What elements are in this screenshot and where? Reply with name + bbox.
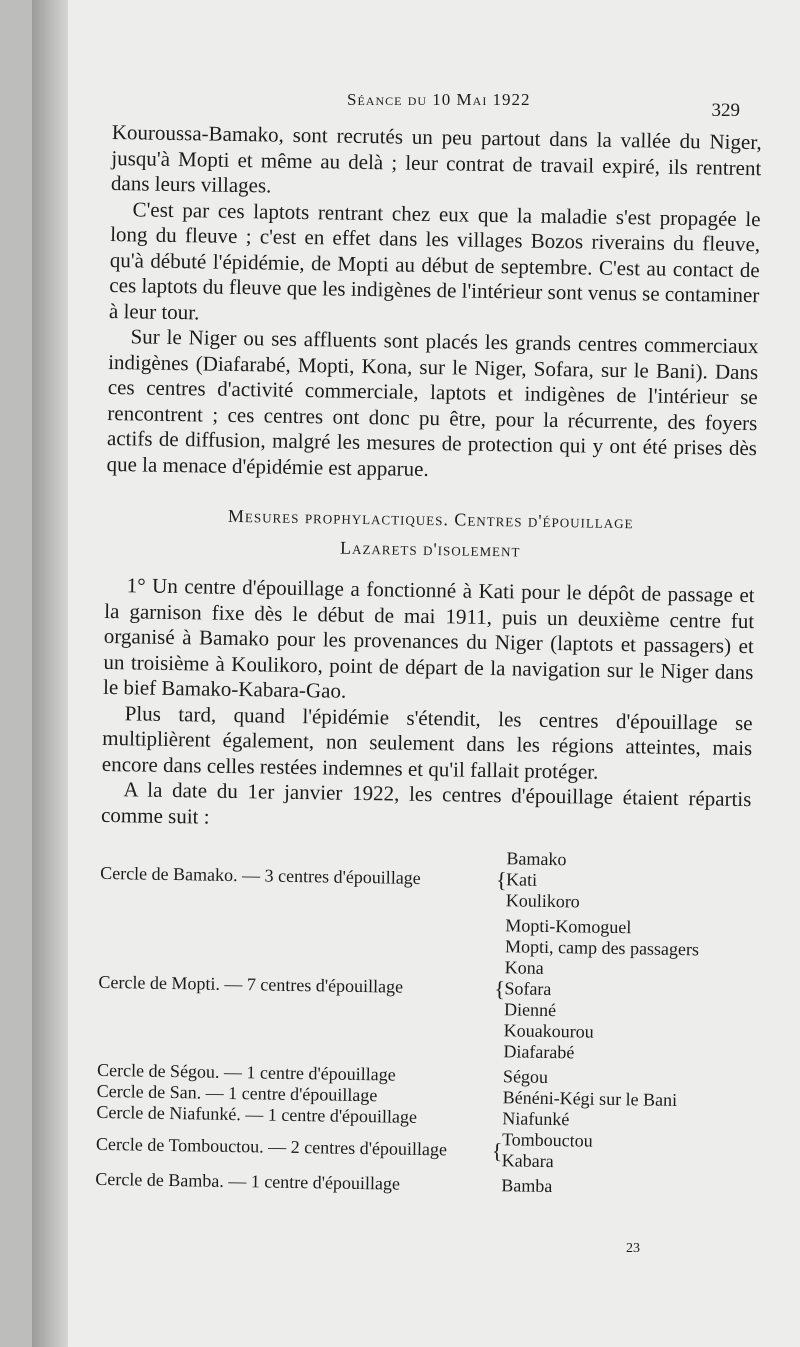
paragraph: C'est par ces laptots rentrant chez eux que la maladie s'est propagée le long du fleuve ; c'est en effet dans les villages Bozos riverains du fleuve, qu'à débuté l'épidémie, de Mopti au début de septembre. C'est au contact de ces laptots du fleuve que les indigènes de l'intérieur sont venus se contaminer à leur tour. xyxy=(108,196,761,324)
centre-list xyxy=(506,848,581,912)
paragraph: Plus tard, quand l'épidémie s'étendit, les centres d'épouillage se multiplièrent également, non seulement dans les régions atteintes, mais encore dans celles restées indemnes et qu'il fallait protéger. xyxy=(101,700,753,784)
cercle-label: Cercle de Bamako. — 3 centres d'épouillage xyxy=(100,862,421,888)
centre-list xyxy=(502,1129,593,1172)
centre-name: Diafarabé xyxy=(503,1041,575,1063)
centre-name: Kouakourou xyxy=(503,1020,594,1042)
section-heading xyxy=(105,499,756,569)
page-number: 329 xyxy=(711,100,740,121)
centre-name: Dienné xyxy=(503,999,557,1021)
cercle-label: Cercle de Ségou. — 1 centre d'épouillage xyxy=(96,1059,396,1085)
book-page xyxy=(32,0,800,1347)
centre-name: Bénéni-Kégi sur le Bani xyxy=(502,1087,678,1110)
distribution-list xyxy=(95,842,750,1200)
distribution-group xyxy=(96,1123,747,1175)
centre-list xyxy=(503,915,699,1065)
brace: { xyxy=(494,976,506,1002)
centre-name: Koulikoro xyxy=(505,890,580,912)
brace: { xyxy=(495,867,507,893)
cercle-label: Cercle de Bamba. — 1 centre d'épouillage xyxy=(95,1168,401,1194)
paragraph: Sur le Niger ou ses affluents sont placés les grands centres commerciaux indigènes (Diafarabé, Mopti, Kona, sur le Niger, Sofara, sur le Bani). Dans ces centres d'activité commerciale, laptots et indigènes de l'intérieur se rencontrent ; ces centres ont donc pu être, pour la récurrente, des foyers actifs de diffusion, malgré les mesures de protection qui y ont été prises dès que la menace d'épidémie est apparue. xyxy=(106,324,759,481)
centre-name: Ségou xyxy=(502,1066,549,1087)
page-gutter xyxy=(32,0,68,1347)
paragraph: 1° Un centre d'épouillage a fonctionné à Kati pour le dépôt de passage et la garnison fixe dès le début de mai 1911, puis un deuxième centre fut organisé à Bamako pour les provenances du Niger (laptots et passagers) et un troisième à Koulikoro, point de départ de la navigation sur le Niger dans le bief Bamako-Kabara-Gao. xyxy=(102,573,755,703)
paragraph: A la date du 1er janvier 1922, les centres d'épouillage étaient répartis comme suit : xyxy=(100,777,752,829)
page-body xyxy=(95,120,762,1200)
centre-name: Niafunké xyxy=(502,1108,570,1130)
paragraph: Kouroussa-Bamako, sont recrutés un peu partout dans la vallée du Niger, jusqu'à Mopti et même au delà ; leur contrat de travail expiré, ils rentrent dans leurs villages. xyxy=(110,120,762,198)
section-heading-line: Lazarets d'isolement xyxy=(339,537,521,561)
cercle-label: Cercle de Tombouctou. — 2 centres d'épouillage xyxy=(95,1133,448,1159)
centre-name: Kabara xyxy=(501,1150,554,1172)
centre-name: Mopti, camp des passagers xyxy=(504,936,700,960)
centre-name: Kona xyxy=(504,957,544,978)
cercle-label: Cercle de Niafunké. — 1 centre d'épouillage xyxy=(96,1101,418,1127)
centre-name: Bamako xyxy=(506,848,567,870)
cercle-label: Cercle de Mopti. — 7 centres d'épouillage xyxy=(98,971,404,997)
distribution-group xyxy=(97,909,749,1066)
section-heading-line: Mesures prophylactiques. Centres d'épouillage xyxy=(227,505,634,533)
centre-name: Bamba xyxy=(501,1175,553,1197)
centre-name: Kati xyxy=(505,869,538,890)
centre-name: Tombouctou xyxy=(501,1129,593,1151)
running-head: Séance du 10 Mai 1922 xyxy=(347,90,531,109)
brace: { xyxy=(491,1137,503,1163)
cercle-label: Cercle de San. — 1 centre d'épouillage xyxy=(96,1080,378,1106)
centre-name: Sofara xyxy=(504,978,552,1000)
distribution-group xyxy=(100,842,751,915)
centre-name: Mopti-Komoguel xyxy=(505,915,632,938)
printer-signature: 23 xyxy=(626,1241,640,1256)
